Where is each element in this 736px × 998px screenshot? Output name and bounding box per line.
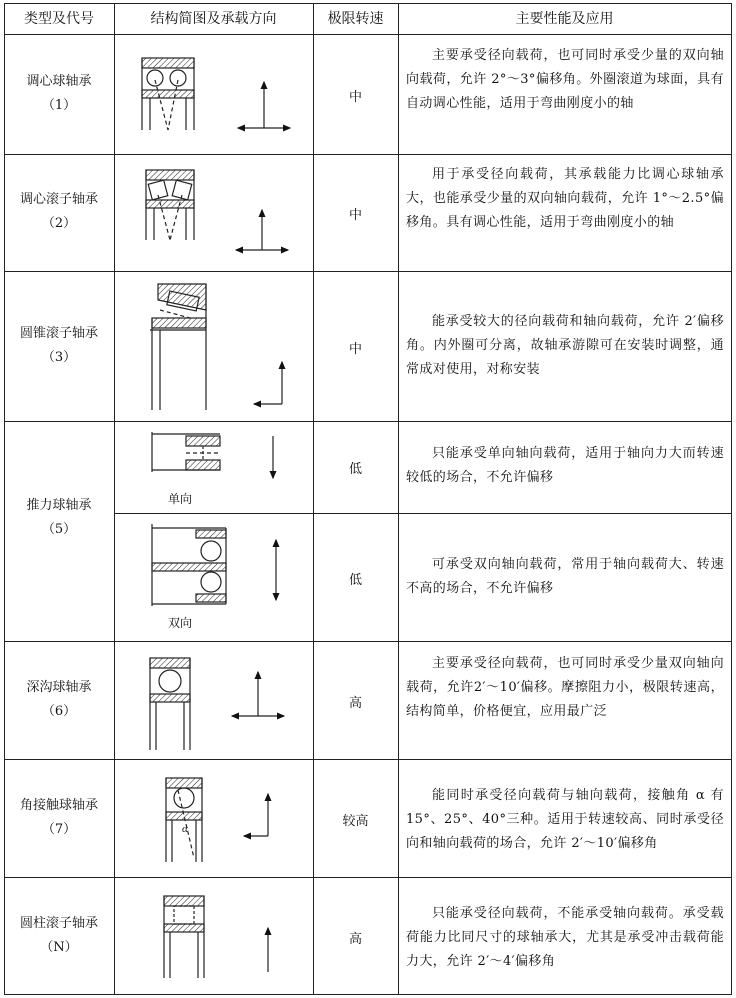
header-desc: 主要性能及应用 bbox=[515, 11, 614, 27]
desc-cell: 能同时承受径向载荷与轴向载荷，接触角 α 有 15°、25°、40°三种。适用于转速较高、同时承受径向和轴向载荷的场合，允许 2′～10′偏移角 bbox=[406, 788, 724, 851]
angular-contact-ball-bearing-diagram bbox=[166, 778, 202, 862]
type-code: （N） bbox=[40, 940, 78, 955]
desc-cell: 能承受较大的径向载荷和轴向载荷，允许 2′偏移角。内外圈可分离，故轴承游隙可在安装时调整，通常成对使用，对称安装 bbox=[406, 314, 724, 377]
self-aligning-ball-bearing-diagram bbox=[142, 58, 194, 130]
self-aligning-roller-bearing-diagram bbox=[146, 170, 194, 240]
type-code: （6） bbox=[41, 704, 77, 719]
desc-cell: 主要承受径向载荷，也可同时承受少量的双向轴向载荷，允许 2°～3°偏移角。外圈滚道为球面，具有自动调心性能，适用于弯曲刚度小的轴 bbox=[406, 48, 724, 111]
load-direction-icon bbox=[232, 672, 284, 716]
type-name: 调心滚子轴承 bbox=[19, 192, 98, 207]
speed-cell: 中 bbox=[348, 342, 362, 357]
speed-cell: 中 bbox=[348, 90, 362, 105]
type-name: 调心球轴承 bbox=[26, 74, 92, 89]
type-name: 圆柱滚子轴承 bbox=[19, 916, 98, 931]
desc-cell: 可承受双向轴向载荷，常用于轴向载荷大、转速不高的场合，不允许偏移 bbox=[406, 557, 724, 596]
load-direction-icon bbox=[238, 82, 290, 128]
type-code: （2） bbox=[41, 216, 77, 231]
thrust-ball-bearing-double-diagram bbox=[152, 524, 226, 606]
load-direction-icon bbox=[254, 362, 282, 404]
type-code: （3） bbox=[41, 350, 77, 365]
type-code: （5） bbox=[41, 522, 77, 537]
type-name: 角接触球轴承 bbox=[19, 798, 98, 813]
deep-groove-ball-bearing-diagram bbox=[150, 658, 190, 750]
thrust-ball-bearing-single-diagram bbox=[152, 432, 220, 472]
speed-cell: 较高 bbox=[342, 814, 369, 829]
header-diagram: 结构简图及承载方向 bbox=[150, 11, 277, 27]
speed-cell: 高 bbox=[348, 696, 362, 711]
speed-cell: 中 bbox=[348, 208, 362, 223]
type-name: 深沟球轴承 bbox=[26, 680, 92, 695]
type-name: 圆锥滚子轴承 bbox=[19, 326, 98, 341]
speed-cell: 高 bbox=[348, 932, 362, 947]
tapered-roller-bearing-diagram bbox=[150, 284, 206, 410]
diagram-label-single: 单向 bbox=[168, 492, 193, 506]
desc-cell: 主要承受径向载荷，也可同时承受少量双向轴向载荷，允许2′～10′偏移。摩擦阻力小，极限转速高，结构简单，价格便宜，应用最广泛 bbox=[406, 656, 724, 719]
desc-cell: 只能承受径向载荷，不能承受轴向载荷。承受载荷能力比同尺寸的球轴承大，尤其是承受冲击载荷能力大，允许 2′～4′偏移角 bbox=[406, 906, 724, 969]
load-direction-icon bbox=[236, 210, 288, 250]
speed-cell: 低 bbox=[348, 573, 362, 588]
contact-angle-label: α bbox=[182, 823, 188, 835]
desc-cell: 只能承受单向轴向载荷，适用于轴向力大而转速较低的场合，不允许偏移 bbox=[406, 446, 724, 485]
desc-cell: 用于承受径向载荷，其承载能力比调心球轴承大，也能承受少量的双向轴向载荷，允许 1°～2.5°偏移角。具有调心性能，适用于弯曲刚度小的轴 bbox=[406, 167, 724, 230]
type-name: 推力球轴承 bbox=[26, 498, 92, 513]
diagram-label-double: 双向 bbox=[168, 616, 193, 630]
header-speed: 极限转速 bbox=[327, 11, 384, 27]
load-direction-icon bbox=[244, 794, 268, 836]
type-code: （7） bbox=[41, 822, 77, 837]
header-type: 类型及代号 bbox=[24, 11, 94, 27]
cylindrical-roller-bearing-diagram bbox=[164, 896, 204, 978]
type-code: （1） bbox=[41, 98, 77, 113]
speed-cell: 低 bbox=[348, 462, 362, 477]
